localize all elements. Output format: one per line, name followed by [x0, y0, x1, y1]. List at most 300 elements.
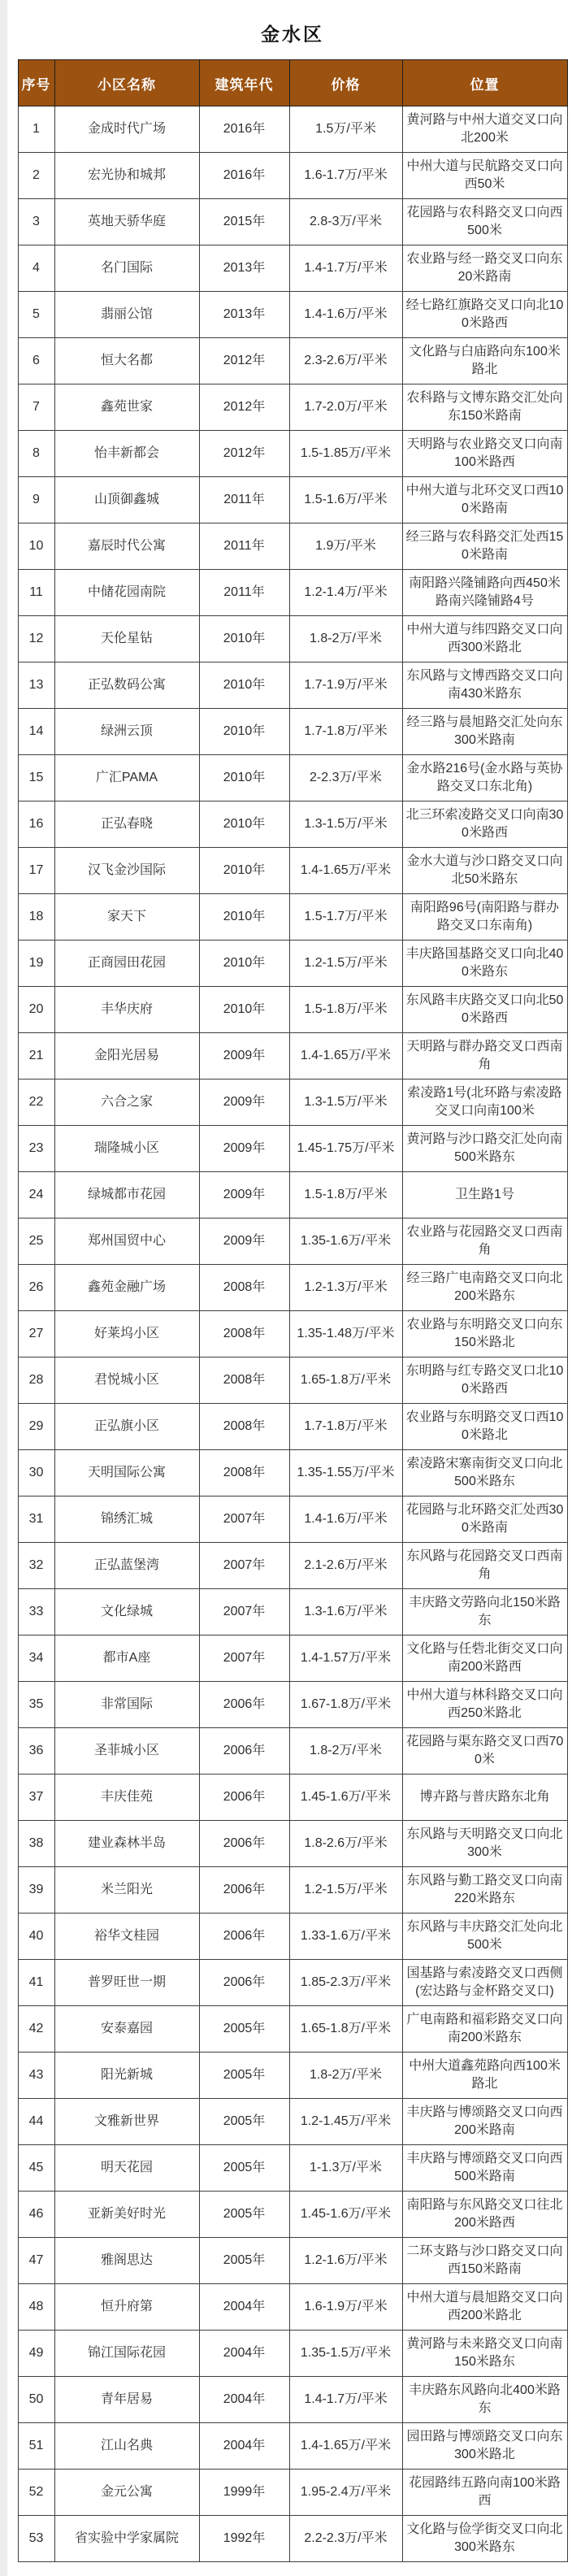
cell-price: 1.4-1.6万/平米 — [289, 292, 402, 338]
table-row — [18, 199, 567, 245]
cell-location: 丰庆路国基路交叉口向北400米路东 — [402, 940, 567, 987]
cell-year: 2011年 — [199, 523, 289, 570]
cell-location: 南阳路96号(南阳路与群办路交叉口东南角) — [402, 894, 567, 940]
table-row — [18, 1543, 567, 1589]
table-row — [18, 1218, 567, 1265]
cell-year: 2010年 — [199, 709, 289, 755]
table-row — [18, 384, 567, 431]
cell-location: 农业路与经一路交叉口向东20米路南 — [402, 245, 567, 292]
cell-name: 文化绿城 — [54, 1589, 199, 1636]
cell-price: 1.2-1.4万/平米 — [289, 570, 402, 616]
cell-location: 文化路与白庙路向东100米路北 — [402, 338, 567, 384]
cell-name: 好莱坞小区 — [54, 1311, 199, 1358]
cell-index: 40 — [18, 1914, 54, 1960]
cell-location: 经三路与农科路交汇处西150米路南 — [402, 523, 567, 570]
cell-year: 2009年 — [199, 1033, 289, 1079]
cell-index: 6 — [18, 338, 54, 384]
cell-index: 31 — [18, 1497, 54, 1543]
cell-name: 正弘蓝堡湾 — [54, 1543, 199, 1589]
cell-name: 嘉辰时代公寓 — [54, 523, 199, 570]
cell-price: 1.45-1.6万/平米 — [289, 2192, 402, 2238]
cell-location: 天明路与群办路交叉口西南角 — [402, 1033, 567, 1079]
table-row — [18, 848, 567, 894]
cell-index: 24 — [18, 1172, 54, 1218]
cell-year: 2006年 — [199, 1960, 289, 2006]
cell-name: 宏光协和城邦 — [54, 153, 199, 199]
table-row — [18, 2053, 567, 2099]
cell-name: 恒升府第 — [54, 2284, 199, 2331]
cell-name: 裕华文桂园 — [54, 1914, 199, 1960]
cell-index: 9 — [18, 477, 54, 523]
cell-year: 2011年 — [199, 570, 289, 616]
cell-name: 恒大名都 — [54, 338, 199, 384]
cell-year: 2008年 — [199, 1450, 289, 1497]
cell-index: 22 — [18, 1079, 54, 1126]
cell-year: 2007年 — [199, 1636, 289, 1682]
cell-name: 怡丰新都会 — [54, 431, 199, 477]
cell-year: 2007年 — [199, 1497, 289, 1543]
cell-index: 46 — [18, 2192, 54, 2238]
cell-location: 黄河路与沙口路交汇处向南500米路东 — [402, 1126, 567, 1172]
cell-index: 47 — [18, 2238, 54, 2284]
table-row — [18, 2192, 567, 2238]
cell-year: 2005年 — [199, 2099, 289, 2145]
cell-year: 2007年 — [199, 1543, 289, 1589]
cell-year: 2013年 — [199, 245, 289, 292]
table-row — [18, 709, 567, 755]
cell-year: 2008年 — [199, 1265, 289, 1311]
cell-index: 45 — [18, 2145, 54, 2192]
cell-location: 东风路与勤工路交叉口向南220米路东 — [402, 1867, 567, 1914]
cell-location: 东风路丰庆路交叉口向北500米路西 — [402, 987, 567, 1033]
cell-price: 1.8-2.6万/平米 — [289, 1821, 402, 1867]
cell-name: 中储花园南院 — [54, 570, 199, 616]
table-row — [18, 1450, 567, 1497]
cell-name: 建业森林半岛 — [54, 1821, 199, 1867]
cell-index: 4 — [18, 245, 54, 292]
cell-year: 2010年 — [199, 940, 289, 987]
cell-location: 东明路与红专路交叉口北100米路西 — [402, 1358, 567, 1404]
cell-name: 天明国际公寓 — [54, 1450, 199, 1497]
cell-location: 东风路与花园路交叉口西南角 — [402, 1543, 567, 1589]
cell-index: 36 — [18, 1728, 54, 1775]
cell-index: 3 — [18, 199, 54, 245]
table-row — [18, 1404, 567, 1450]
cell-name: 江山名典 — [54, 2423, 199, 2470]
cell-location: 南阳路兴隆铺路向西450米路南兴隆铺路4号 — [402, 570, 567, 616]
header-location: 位置 — [402, 60, 567, 106]
table-row — [18, 245, 567, 292]
cell-price: 2-2.3万/平米 — [289, 755, 402, 801]
cell-location: 丰庆路文劳路向北150米路东 — [402, 1589, 567, 1636]
cell-name: 绿洲云顶 — [54, 709, 199, 755]
cell-location: 东风路与丰庆路交汇处向北500米 — [402, 1914, 567, 1960]
cell-name: 绿城都市花园 — [54, 1172, 199, 1218]
cell-location: 经三路广电南路交叉口向北200米路东 — [402, 1265, 567, 1311]
cell-year: 2006年 — [199, 1867, 289, 1914]
table-row — [18, 1172, 567, 1218]
cell-location: 农业路与东明路交叉口西100米路北 — [402, 1404, 567, 1450]
cell-location: 南阳路与东风路交叉口往北200米路西 — [402, 2192, 567, 2238]
cell-location: 北三环索凌路交叉口向南300米路西 — [402, 801, 567, 848]
cell-price: 1.45-1.75万/平米 — [289, 1126, 402, 1172]
cell-price: 1.2-1.6万/平米 — [289, 2238, 402, 2284]
cell-price: 1.3-1.5万/平米 — [289, 1079, 402, 1126]
cell-location: 黄河路与中州大道交叉口向北200米 — [402, 106, 567, 153]
cell-price: 1.65-1.8万/平米 — [289, 2006, 402, 2053]
table-row — [18, 1960, 567, 2006]
cell-index: 28 — [18, 1358, 54, 1404]
cell-name: 瑞隆城小区 — [54, 1126, 199, 1172]
cell-location: 中州大道与林科路交叉口向西250米路北 — [402, 1682, 567, 1728]
cell-index: 12 — [18, 616, 54, 662]
cell-index: 29 — [18, 1404, 54, 1450]
table-row — [18, 1497, 567, 1543]
cell-location: 中州大道与纬四路交叉口向西300米路北 — [402, 616, 567, 662]
cell-index: 35 — [18, 1682, 54, 1728]
table-row — [18, 106, 567, 153]
cell-index: 39 — [18, 1867, 54, 1914]
cell-index: 50 — [18, 2377, 54, 2423]
cell-price: 1.7-2.0万/平米 — [289, 384, 402, 431]
cell-name: 正弘春晓 — [54, 801, 199, 848]
cell-location: 农业路与东明路交叉口向东150米路北 — [402, 1311, 567, 1358]
cell-name: 鑫苑世家 — [54, 384, 199, 431]
cell-location: 丰庆路与博颂路交叉口向西500米路南 — [402, 2145, 567, 2192]
cell-year: 2006年 — [199, 1682, 289, 1728]
cell-index: 38 — [18, 1821, 54, 1867]
cell-price: 2.2-2.3万/平米 — [289, 2516, 402, 2562]
cell-year: 2013年 — [199, 292, 289, 338]
table-row — [18, 1867, 567, 1914]
cell-price: 1.5-1.8万/平米 — [289, 987, 402, 1033]
cell-index: 1 — [18, 106, 54, 153]
cell-name: 正弘数码公寓 — [54, 662, 199, 709]
cell-year: 2006年 — [199, 1821, 289, 1867]
table-row — [18, 755, 567, 801]
table-row — [18, 1914, 567, 1960]
table-row — [18, 477, 567, 523]
cell-year: 2010年 — [199, 894, 289, 940]
table-header — [18, 60, 567, 106]
cell-name: 省实验中学家属院 — [54, 2516, 199, 2562]
cell-price: 1.7-1.8万/平米 — [289, 1404, 402, 1450]
cell-name: 广汇PAMA — [54, 755, 199, 801]
table-row — [18, 2470, 567, 2516]
cell-index: 16 — [18, 801, 54, 848]
cell-year: 2005年 — [199, 2053, 289, 2099]
table-row — [18, 662, 567, 709]
cell-price: 1.7-1.8万/平米 — [289, 709, 402, 755]
cell-name: 金阳光居易 — [54, 1033, 199, 1079]
cell-price: 2.3-2.6万/平米 — [289, 338, 402, 384]
cell-year: 2010年 — [199, 987, 289, 1033]
cell-name: 青年居易 — [54, 2377, 199, 2423]
cell-location: 丰庆路与博颂路交叉口向西200米路南 — [402, 2099, 567, 2145]
cell-location: 天明路与农业路交叉口向南100米路西 — [402, 431, 567, 477]
cell-index: 48 — [18, 2284, 54, 2331]
cell-price: 1.2-1.3万/平米 — [289, 1265, 402, 1311]
cell-price: 1.4-1.65万/平米 — [289, 2423, 402, 2470]
cell-year: 2008年 — [199, 1358, 289, 1404]
cell-price: 1.45-1.6万/平米 — [289, 1775, 402, 1821]
table-row — [18, 1821, 567, 1867]
cell-index: 42 — [18, 2006, 54, 2053]
cell-price: 1.65-1.8万/平米 — [289, 1358, 402, 1404]
table-row — [18, 1775, 567, 1821]
table-row — [18, 2284, 567, 2331]
cell-price: 1.85-2.3万/平米 — [289, 1960, 402, 2006]
cell-price: 1.7-1.9万/平米 — [289, 662, 402, 709]
table-row — [18, 616, 567, 662]
cell-price: 1.5-1.8万/平米 — [289, 1172, 402, 1218]
cell-price: 1.95-2.4万/平米 — [289, 2470, 402, 2516]
table-row — [18, 1033, 567, 1079]
cell-index: 23 — [18, 1126, 54, 1172]
cell-index: 44 — [18, 2099, 54, 2145]
cell-location: 文化路与任砦北街交叉口向南200米路西 — [402, 1636, 567, 1682]
cell-location: 农科路与文博东路交汇处向东150米路南 — [402, 384, 567, 431]
cell-index: 30 — [18, 1450, 54, 1497]
table-row — [18, 338, 567, 384]
cell-year: 2004年 — [199, 2377, 289, 2423]
table-row — [18, 2423, 567, 2470]
cell-year: 1999年 — [199, 2470, 289, 2516]
cell-name: 明天花园 — [54, 2145, 199, 2192]
cell-name: 圣菲城小区 — [54, 1728, 199, 1775]
table-row — [18, 292, 567, 338]
table-row — [18, 2331, 567, 2377]
cell-year: 2008年 — [199, 1404, 289, 1450]
cell-index: 17 — [18, 848, 54, 894]
cell-year: 2004年 — [199, 2284, 289, 2331]
cell-price: 1.4-1.65万/平米 — [289, 1033, 402, 1079]
cell-price: 1.35-1.48万/平米 — [289, 1311, 402, 1358]
table-row — [18, 1636, 567, 1682]
cell-year: 2010年 — [199, 662, 289, 709]
cell-name: 亚新美好时光 — [54, 2192, 199, 2238]
cell-index: 13 — [18, 662, 54, 709]
cell-price: 1.4-1.7万/平米 — [289, 2377, 402, 2423]
cell-location: 博卉路与普庆路东北角 — [402, 1775, 567, 1821]
table-row — [18, 570, 567, 616]
cell-index: 51 — [18, 2423, 54, 2470]
cell-location: 中州大道与北环交叉口西100米路南 — [402, 477, 567, 523]
cell-name: 天伦星钻 — [54, 616, 199, 662]
cell-location: 东风路与文博西路交叉口向南430米路东 — [402, 662, 567, 709]
cell-price: 1.67-1.8万/平米 — [289, 1682, 402, 1728]
table-row — [18, 2516, 567, 2562]
cell-price: 1.4-1.7万/平米 — [289, 245, 402, 292]
cell-name: 金元公寓 — [54, 2470, 199, 2516]
cell-location: 经七路红旗路交叉口向北100米路西 — [402, 292, 567, 338]
cell-year: 2005年 — [199, 2192, 289, 2238]
cell-location: 黄河路与未来路交叉口向南150米路东 — [402, 2331, 567, 2377]
cell-price: 1.4-1.6万/平米 — [289, 1497, 402, 1543]
cell-location: 园田路与博颂路交叉口向东300米路北 — [402, 2423, 567, 2470]
cell-location: 广电南路和福彩路交叉口向南200米路东 — [402, 2006, 567, 2053]
cell-year: 2004年 — [199, 2331, 289, 2377]
cell-index: 14 — [18, 709, 54, 755]
cell-index: 43 — [18, 2053, 54, 2099]
cell-name: 锦江国际花园 — [54, 2331, 199, 2377]
cell-year: 2010年 — [199, 755, 289, 801]
cell-name: 阳光新城 — [54, 2053, 199, 2099]
cell-name: 丰庆佳苑 — [54, 1775, 199, 1821]
cell-name: 翡丽公馆 — [54, 292, 199, 338]
cell-name: 非常国际 — [54, 1682, 199, 1728]
community-table — [18, 59, 568, 2562]
cell-year: 2007年 — [199, 1589, 289, 1636]
table-row — [18, 523, 567, 570]
cell-year: 2008年 — [199, 1311, 289, 1358]
cell-location: 国基路与索凌路交叉口西侧(宏达路与金杯路交叉口) — [402, 1960, 567, 2006]
cell-price: 2.1-2.6万/平米 — [289, 1543, 402, 1589]
cell-price: 1.5万/平米 — [289, 106, 402, 153]
cell-location: 索凌路宋寨南街交叉口向北500米路东 — [402, 1450, 567, 1497]
table-row — [18, 1265, 567, 1311]
cell-price: 1.33-1.6万/平米 — [289, 1914, 402, 1960]
cell-year: 2011年 — [199, 477, 289, 523]
cell-name: 锦绣汇城 — [54, 1497, 199, 1543]
left-edge-strip — [0, 0, 7, 2576]
cell-index: 21 — [18, 1033, 54, 1079]
cell-index: 34 — [18, 1636, 54, 1682]
cell-name: 君悦城小区 — [54, 1358, 199, 1404]
cell-index: 15 — [18, 755, 54, 801]
cell-index: 19 — [18, 940, 54, 987]
cell-name: 鑫苑金融广场 — [54, 1265, 199, 1311]
cell-year: 2005年 — [199, 2006, 289, 2053]
cell-index: 49 — [18, 2331, 54, 2377]
table-row — [18, 2145, 567, 2192]
cell-year: 2010年 — [199, 801, 289, 848]
cell-year: 2012年 — [199, 431, 289, 477]
table-row — [18, 2099, 567, 2145]
cell-price: 1.2-1.5万/平米 — [289, 1867, 402, 1914]
table-row — [18, 2238, 567, 2284]
table-row — [18, 2377, 567, 2423]
table-row — [18, 153, 567, 199]
table-row — [18, 2006, 567, 2053]
cell-index: 41 — [18, 1960, 54, 2006]
cell-year: 2010年 — [199, 616, 289, 662]
cell-location: 花园路与渠东路交叉口西700米 — [402, 1728, 567, 1775]
cell-index: 27 — [18, 1311, 54, 1358]
table-row — [18, 801, 567, 848]
cell-name: 郑州国贸中心 — [54, 1218, 199, 1265]
cell-name: 雅阁思达 — [54, 2238, 199, 2284]
cell-price: 1.4-1.57万/平米 — [289, 1636, 402, 1682]
cell-location: 金水大道与沙口路交叉口向北50米路东 — [402, 848, 567, 894]
cell-index: 10 — [18, 523, 54, 570]
cell-location: 中州大道鑫苑路向西100米路北 — [402, 2053, 567, 2099]
page-title: 金水区 — [261, 24, 324, 45]
cell-index: 8 — [18, 431, 54, 477]
cell-year: 2010年 — [199, 848, 289, 894]
cell-index: 37 — [18, 1775, 54, 1821]
table-row — [18, 1358, 567, 1404]
cell-price: 1.3-1.6万/平米 — [289, 1589, 402, 1636]
cell-price: 1.5-1.85万/平米 — [289, 431, 402, 477]
cell-year: 2009年 — [199, 1126, 289, 1172]
cell-location: 经三路与晨旭路交汇处向东300米路南 — [402, 709, 567, 755]
cell-name: 文雅新世界 — [54, 2099, 199, 2145]
cell-location: 花园路与北环路交汇处西300米路南 — [402, 1497, 567, 1543]
cell-price: 1.2-1.45万/平米 — [289, 2099, 402, 2145]
cell-year: 1992年 — [199, 2516, 289, 2562]
cell-price: 1-1.3万/平米 — [289, 2145, 402, 2192]
table-row — [18, 1682, 567, 1728]
cell-location: 农业路与花园路交叉口西南角 — [402, 1218, 567, 1265]
cell-year: 2004年 — [199, 2423, 289, 2470]
cell-name: 家天下 — [54, 894, 199, 940]
cell-year: 2005年 — [199, 2145, 289, 2192]
cell-year: 2016年 — [199, 153, 289, 199]
cell-year: 2009年 — [199, 1218, 289, 1265]
cell-name: 山顶御鑫城 — [54, 477, 199, 523]
cell-name: 都市A座 — [54, 1636, 199, 1682]
cell-index: 18 — [18, 894, 54, 940]
cell-location: 丰庆路东风路向北400米路东 — [402, 2377, 567, 2423]
cell-name: 金成时代广场 — [54, 106, 199, 153]
header-index: 序号 — [18, 60, 54, 106]
cell-name: 正弘旗小区 — [54, 1404, 199, 1450]
cell-name: 英地天骄华庭 — [54, 199, 199, 245]
cell-location: 花园路与农科路交叉口向西500米 — [402, 199, 567, 245]
cell-location: 索凌路1号(北环路与索凌路交叉口向南100米 — [402, 1079, 567, 1126]
cell-location: 金水路216号(金水路与英协路交叉口东北角) — [402, 755, 567, 801]
table-header-row — [18, 60, 567, 106]
cell-price: 1.35-1.6万/平米 — [289, 1218, 402, 1265]
cell-location: 文化路与俭学街交叉口向北300米路东 — [402, 2516, 567, 2562]
cell-index: 20 — [18, 987, 54, 1033]
header-price: 价格 — [289, 60, 402, 106]
cell-name: 汉飞金沙国际 — [54, 848, 199, 894]
cell-price: 2.8-3万/平米 — [289, 199, 402, 245]
cell-price: 1.6-1.7万/平米 — [289, 153, 402, 199]
cell-year: 2006年 — [199, 1728, 289, 1775]
cell-location: 东风路与天明路交叉口向北300米 — [402, 1821, 567, 1867]
cell-name: 米兰阳光 — [54, 1867, 199, 1914]
cell-index: 32 — [18, 1543, 54, 1589]
cell-price: 1.9万/平米 — [289, 523, 402, 570]
cell-price: 1.2-1.5万/平米 — [289, 940, 402, 987]
cell-year: 2012年 — [199, 338, 289, 384]
cell-index: 33 — [18, 1589, 54, 1636]
cell-year: 2015年 — [199, 199, 289, 245]
table-row — [18, 1126, 567, 1172]
cell-index: 25 — [18, 1218, 54, 1265]
cell-year: 2012年 — [199, 384, 289, 431]
cell-index: 5 — [18, 292, 54, 338]
table-row — [18, 940, 567, 987]
cell-name: 六合之家 — [54, 1079, 199, 1126]
cell-price: 1.8-2万/平米 — [289, 1728, 402, 1775]
cell-year: 2006年 — [199, 1775, 289, 1821]
cell-price: 1.5-1.7万/平米 — [289, 894, 402, 940]
cell-price: 1.35-1.55万/平米 — [289, 1450, 402, 1497]
cell-name: 丰华庆府 — [54, 987, 199, 1033]
cell-index: 52 — [18, 2470, 54, 2516]
cell-year: 2016年 — [199, 106, 289, 153]
cell-name: 名门国际 — [54, 245, 199, 292]
cell-name: 正商园田花园 — [54, 940, 199, 987]
cell-location: 二环支路与沙口路交叉口向西150米路南 — [402, 2238, 567, 2284]
table-row — [18, 1311, 567, 1358]
cell-price: 1.5-1.6万/平米 — [289, 477, 402, 523]
cell-index: 26 — [18, 1265, 54, 1311]
